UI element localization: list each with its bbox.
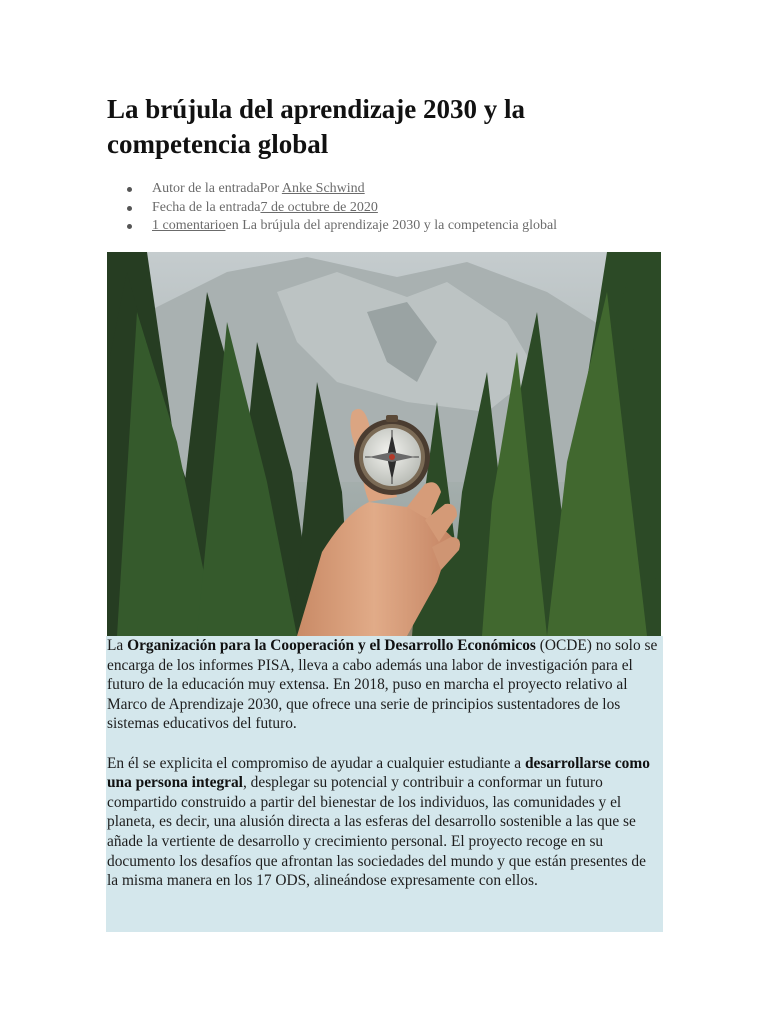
p2-end: , desplegar su potencial y contribuir a conformar un futuro compartido construido a partir del bienestar de los individuos, las comunidades y el planeta, es decir, una alusión directa a las esferas del desarrollo sostenible a las que se añade la vertiente de desarrollo y crecimiento personal. El proyecto recoge en su documento los desafíos que afrontan las sociedades del mundo y que están presentes de la misma manera en los 17 ODS, alineándose expresamente con ellos. <box>107 774 646 890</box>
p2-bold: desarrollarse como una persona integral <box>107 754 650 792</box>
body-paragraph <box>106 754 663 891</box>
p2-start: En él se explicita el compromiso de ayudar a cualquier estudiante a <box>107 754 525 772</box>
meta-author <box>107 180 557 199</box>
entry-meta-list <box>107 180 557 236</box>
date-link[interactable]: 7 de octubre de 2020 <box>260 199 378 215</box>
bullet-icon <box>127 224 132 229</box>
comments-suffix: en La brújula del aprendizaje 2030 y la competencia global <box>225 218 558 233</box>
p1-bold: Organización para la Cooperación y el Desarrollo Económicos <box>127 637 536 654</box>
meta-date <box>107 199 557 218</box>
date-prefix: Fecha de la entrada <box>152 199 261 215</box>
p1-start: La <box>107 637 128 654</box>
bullet-icon <box>127 187 132 192</box>
meta-comments <box>107 217 557 236</box>
author-link[interactable]: Anke Schwind <box>281 181 365 196</box>
article-body <box>106 636 663 932</box>
body-paragraph <box>106 636 663 734</box>
bullet-icon <box>127 206 132 211</box>
hero-image <box>107 252 661 636</box>
author-prefix: Autor de la entradaPor <box>152 181 282 196</box>
page-title: La brújula del aprendizaje 2030 y la competencia global <box>107 94 526 159</box>
p1-end: (OCDE) no solo se encarga de los informes PISA, lleva a cabo además una labor de investigación para el futuro de la educación muy extensa. En 2018, puso en marcha el proyecto relativo al Marco de Aprendizaje 2030, que ofrece una serie de principios sustentadores de los sistemas educativos del futuro. <box>107 637 658 733</box>
comments-link[interactable]: 1 comentario <box>152 218 226 233</box>
